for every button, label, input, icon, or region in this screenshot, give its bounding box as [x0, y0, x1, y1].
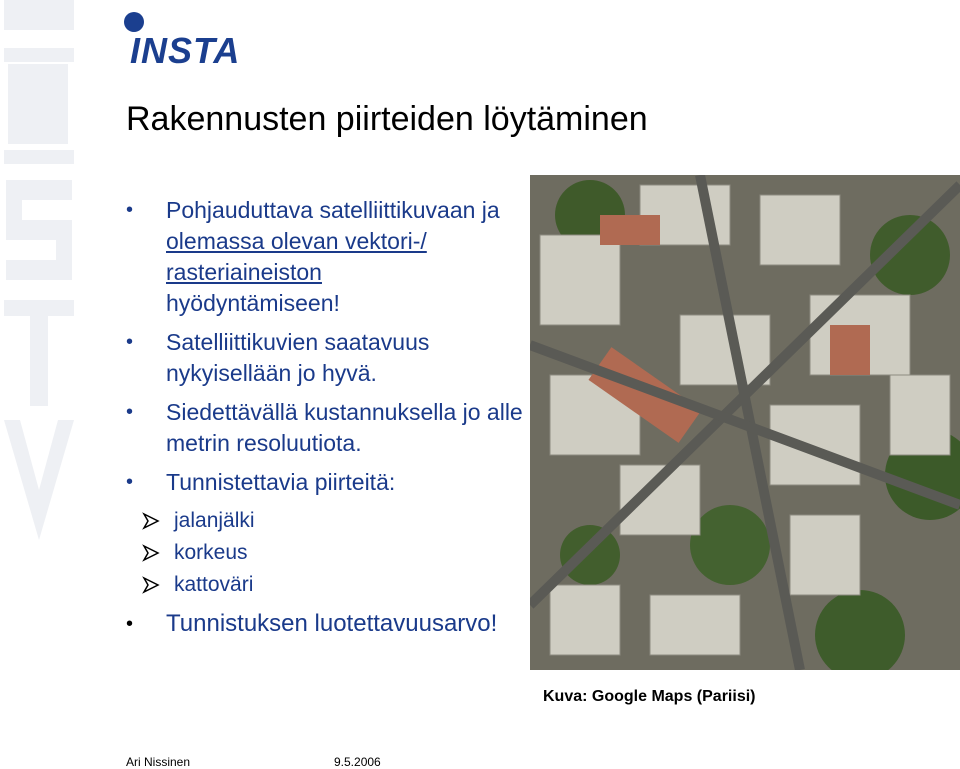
insta-logo — [122, 6, 302, 71]
sub-item-label: korkeus — [174, 541, 248, 564]
arrow-bullet-icon — [142, 512, 160, 530]
satellite-image — [530, 175, 960, 670]
logo-dot-icon — [124, 12, 144, 32]
footer-date: 9.5.2006 — [334, 755, 381, 769]
bullet-text: Tunnistettavia piirteitä: — [166, 469, 396, 495]
bullet-text: hyödyntämiseen! — [166, 290, 340, 316]
bullet-item — [126, 195, 546, 319]
bullet-link[interactable]: olemassa olevan vektori-/ rasteriaineiston — [166, 228, 427, 285]
sub-item — [126, 506, 546, 536]
bullet-item — [126, 467, 546, 498]
last-bullet: • Tunnistuksen luotettavuusarvo! — [126, 609, 497, 639]
sub-item — [126, 538, 546, 568]
arrow-bullet-icon — [142, 576, 160, 594]
bullet-text: Satelliittikuvien saatavuus nykyisellään jo hyvä. — [166, 329, 430, 386]
sub-item-label: jalanjälki — [174, 509, 255, 532]
arrow-bullet-icon — [142, 544, 160, 562]
insta-watermark — [0, 0, 100, 560]
sub-item — [126, 570, 546, 600]
logo-text: INSTA — [130, 30, 241, 71]
sub-item-label: kattoväri — [174, 573, 254, 596]
bullet-list — [126, 195, 546, 602]
slide-title: Rakennusten piirteiden löytäminen — [126, 100, 648, 138]
footer-author: Ari Nissinen — [126, 755, 191, 769]
image-caption: Kuva: Google Maps (Pariisi) — [543, 688, 756, 705]
bullet-text: Siedettävällä kustannuksella jo alle metrin resoluutiota. — [166, 399, 523, 456]
bullet-item — [126, 397, 546, 459]
bullet-item — [126, 327, 546, 389]
bullet-text: Pohjauduttava satelliittikuvaan ja — [166, 197, 500, 223]
